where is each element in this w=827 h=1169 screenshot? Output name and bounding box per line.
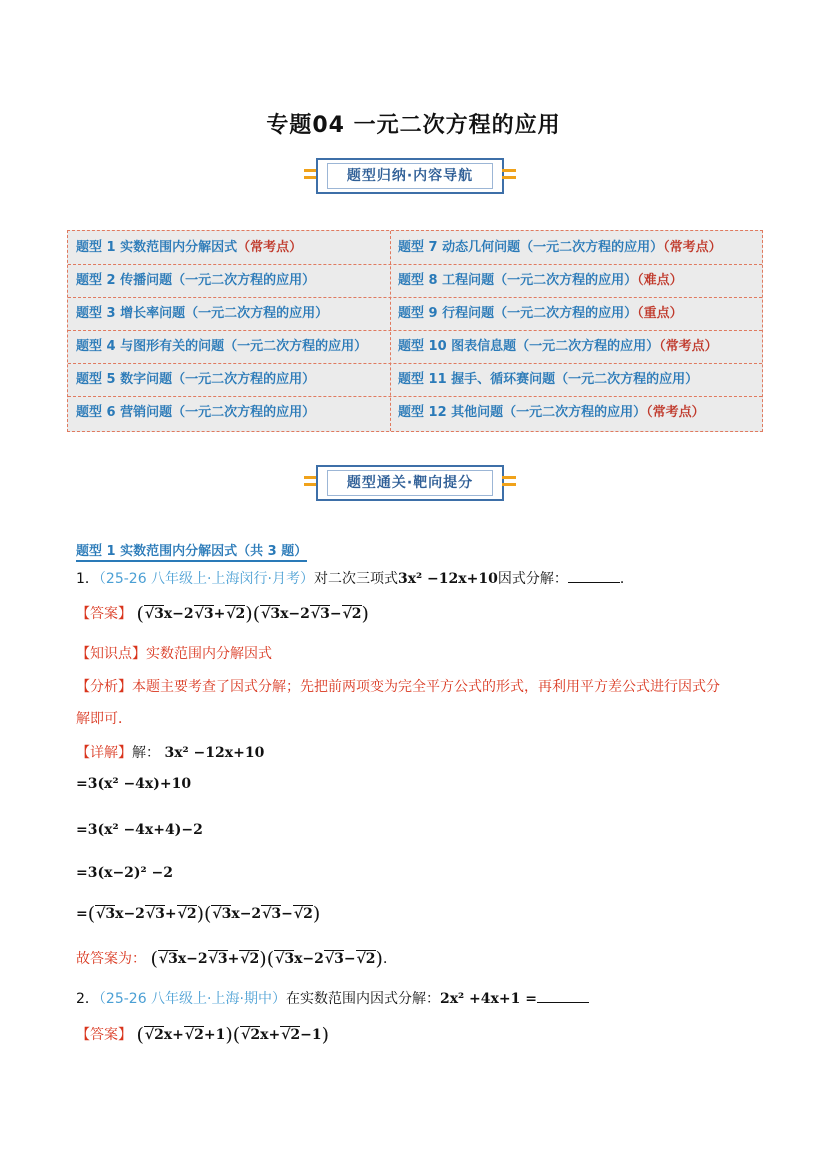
question-1-analysis-cont: 解即可． [76, 711, 132, 727]
page-title: 专题04 一元二次方程的应用 [266, 113, 561, 138]
toc-item[interactable]: 题型 2 传播问题（一元二次方程的应用） [76, 273, 316, 288]
table-of-contents [67, 230, 763, 432]
banner-right-ornament [502, 476, 516, 490]
banner-label: 题型通关·靶向提分 [346, 475, 474, 491]
question-1-final: 故答案为： (√ 3x−2√ 3+√ 2)(√ 3x−2√ 3−√ 2)． [76, 948, 397, 970]
toc-item[interactable]: 题型 3 增长率问题（一元二次方程的应用） [76, 306, 329, 321]
question-1-analysis: 【分析】本题主要考查了因式分解；先把前两项变为完全平方公式的形式，再利用平方差公式进行因式分 [76, 679, 720, 695]
detail-step: =3(x² −4x+4)−2 [76, 822, 203, 838]
banner-content-nav [310, 158, 510, 194]
toc-item[interactable]: 题型 12 其他问题（一元二次方程的应用）（常考点） [398, 405, 705, 420]
toc-item[interactable]: 题型 4 与图形有关的问题（一元二次方程的应用） [76, 339, 368, 354]
detail-step: =3(x−2)² −2 [76, 865, 174, 881]
question-1-detail: 【详解】解： 3x² −12x+10 [76, 745, 265, 761]
question-2-stem: 2．（25-26 八年级上·上海·期中）在实数范围内因式分解：2x² +4x+1 = [76, 988, 589, 1008]
toc-item[interactable]: 题型 6 营销问题（一元二次方程的应用） [76, 405, 316, 420]
banner-practice [310, 465, 510, 501]
answer-blank [537, 990, 589, 1003]
toc-item[interactable]: 题型 9 行程问题（一元二次方程的应用）（重点） [398, 306, 683, 321]
toc-item[interactable]: 题型 1 实数范围内分解因式（常考点） [76, 240, 303, 255]
banner-right-ornament [502, 169, 516, 183]
question-1-answer: 【答案】 (√ 3x−2√ 3+√ 2)(√ 3x−2√ 3−√ 2) [76, 603, 369, 625]
toc-item[interactable]: 题型 5 数字问题（一元二次方程的应用） [76, 372, 316, 387]
toc-item[interactable]: 题型 11 握手、循环赛问题（一元二次方程的应用） [398, 372, 699, 387]
banner-label: 题型归纳·内容导航 [346, 168, 474, 184]
question-1-stem: 1．（25-26 八年级上·上海闵行·月考）对二次三项式3x² −12x+10因式分解： ． [76, 571, 634, 587]
toc-item[interactable]: 题型 7 动态几何问题（一元二次方程的应用）（常考点） [398, 240, 722, 255]
detail-step: =3(x² −4x)+10 [76, 776, 192, 792]
question-2-answer: 【答案】 (√ 2x+√ 2+1)(√ 2x+√ 2−1) [76, 1024, 329, 1046]
section-heading[interactable]: 题型 1 实数范围内分解因式（共 3 题） [76, 540, 307, 562]
toc-item[interactable]: 题型 10 图表信息题（一元二次方程的应用）（常考点） [398, 339, 718, 354]
answer-blank [568, 570, 620, 583]
detail-step: =(√ 3x−2√ 3+√ 2)(√ 3x−2√ 3−√ 2) [76, 903, 320, 925]
question-1-knowledge: 【知识点】实数范围内分解因式 [76, 646, 272, 662]
toc-item[interactable]: 题型 8 工程问题（一元二次方程的应用）（难点） [398, 273, 683, 288]
